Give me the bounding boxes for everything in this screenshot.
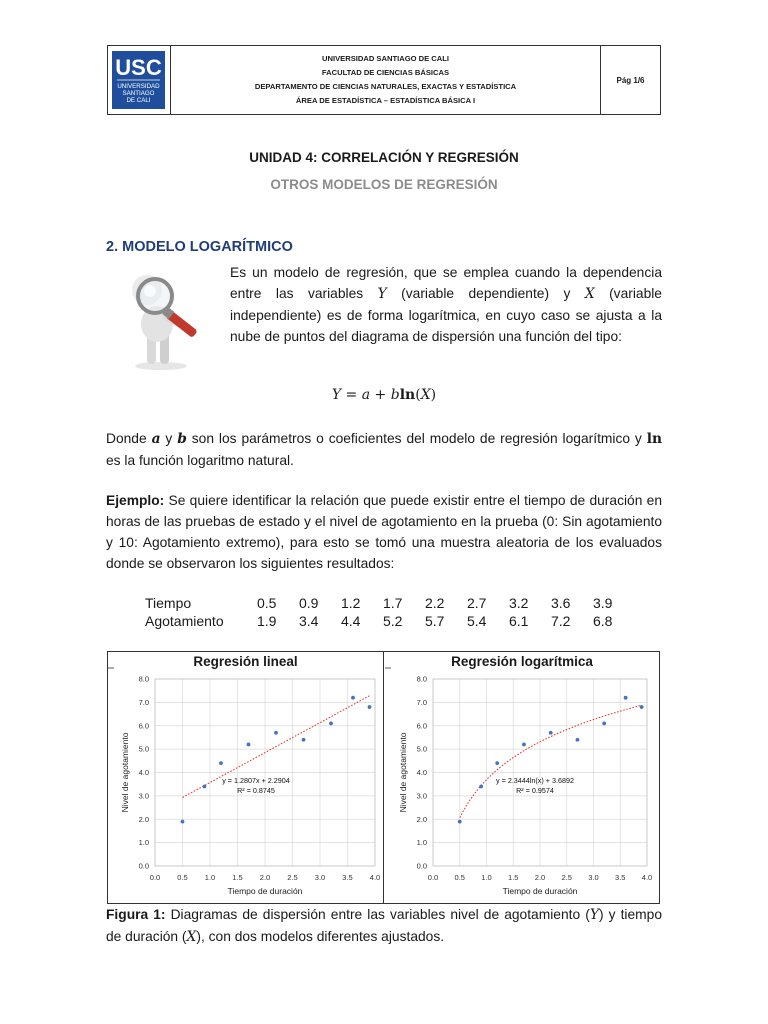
y-tick-label: 6.0 [416, 721, 427, 731]
formula-a: a [361, 387, 371, 403]
fit-equation: y = 2.3444ln(x) + 3.6892 [496, 776, 574, 785]
var-x: X [584, 286, 595, 302]
table-cell: 5.4 [467, 613, 487, 629]
unit-title: UNIDAD 4: CORRELACIÓN Y REGRESIÓN [249, 150, 519, 165]
logo-subtext-1: UNIVERSIDAD [117, 83, 160, 90]
y-tick-label: 8.0 [138, 674, 149, 684]
ln-symbol: ln [646, 431, 662, 447]
university-logo [108, 46, 171, 114]
data-point [181, 820, 185, 824]
y-tick-label: 2.0 [416, 814, 427, 824]
page-number: Pág 1/6 [600, 46, 660, 114]
x-tick-label: 1.5 [232, 873, 243, 882]
y-axis-label: Nivel de agotamiento [398, 732, 408, 813]
table-cell: 0.5 [257, 595, 277, 611]
caption-text-1: Diagramas de dispersión entre las variables nivel de agotamiento ( [165, 907, 590, 922]
data-point [302, 738, 306, 742]
intro-paragraph [230, 262, 662, 347]
intro-text-3: (variable independiente) es de forma logarítmica, en cuyo caso se ajusta a la nube de puntos del diagrama de dispersión una función del tipo: [230, 286, 662, 344]
x-tick-label: 0.5 [177, 873, 188, 882]
logo-subtext-2: SANTIAGO [122, 90, 155, 97]
x-tick-label: 2.0 [534, 873, 546, 882]
logo-text: USC [115, 55, 162, 80]
formula-plus: + [370, 387, 391, 403]
y-tick-label: 2.0 [138, 814, 149, 824]
example-label: Ejemplo: [106, 493, 165, 508]
params-text-1: Donde [106, 431, 152, 446]
data-point [602, 722, 606, 726]
table-cell: 3.9 [593, 595, 613, 611]
data-point [624, 696, 628, 700]
x-axis-label: Tiempo de duración [227, 886, 303, 896]
y-tick-label: 8.0 [416, 674, 427, 684]
x-tick-label: 2.0 [259, 873, 271, 882]
figure-caption [106, 904, 662, 948]
data-point [368, 705, 372, 709]
x-tick-label: 1.5 [508, 873, 519, 882]
table-cell: 4.4 [341, 613, 361, 629]
x-tick-label: 0.0 [149, 873, 161, 882]
y-tick-label: 3.0 [138, 791, 149, 801]
data-point [274, 731, 278, 735]
table-cell: 1.2 [341, 595, 361, 611]
section-title: 2. MODELO LOGARÍTMICO [106, 239, 293, 255]
caption-label: Figura 1: [106, 907, 166, 922]
table-cell: 2.7 [467, 595, 487, 611]
params-text-3: son los parámetros o coeficientes del modelo de regresión logarítmico y [186, 431, 647, 446]
param-b: b [177, 431, 187, 447]
table-cell: 1.7 [383, 595, 403, 611]
magnifying-glass-person-icon [117, 266, 217, 372]
data-point [640, 705, 644, 709]
y-tick-label: 6.0 [138, 721, 149, 731]
row-label-agotamiento: Agotamiento [145, 613, 224, 629]
table-row [145, 612, 635, 630]
y-tick-label: 1.0 [416, 838, 427, 848]
intro-text-1: Es un modelo de regresión, que se emplea cuando la dependencia entre las variables [230, 265, 662, 301]
r-squared: R² = 0.8745 [237, 786, 275, 795]
caption-var-x: X [186, 929, 197, 945]
parameters-paragraph [106, 428, 662, 471]
data-point [329, 722, 333, 726]
formula-x: X [420, 387, 431, 403]
formula-lhs: Y [331, 387, 342, 403]
params-text-4: es la función logaritmo natural. [106, 453, 294, 468]
table-row [145, 594, 635, 612]
params-text-2: y [160, 431, 178, 446]
header-line-university: UNIVERSIDAD SANTIAGO DE CALI [322, 54, 449, 63]
x-tick-label: 3.5 [615, 873, 626, 882]
table-cell: 3.2 [509, 595, 529, 611]
table-cell: 5.7 [425, 613, 445, 629]
trendline [460, 705, 642, 818]
example-paragraph [106, 490, 662, 574]
table-cell: 3.6 [551, 595, 571, 611]
formula-close: ) [430, 387, 437, 403]
y-tick-label: 5.0 [416, 744, 427, 754]
data-point [495, 761, 499, 765]
data-point [549, 731, 553, 735]
data-point [219, 761, 223, 765]
row-label-tiempo: Tiempo [145, 595, 192, 611]
x-tick-label: 2.5 [561, 873, 572, 882]
y-tick-label: 7.0 [138, 697, 149, 707]
figure-box [107, 651, 660, 904]
data-table [145, 594, 635, 630]
subtitle: OTROS MODELOS DE REGRESIÓN [270, 177, 498, 192]
table-cell: 3.4 [299, 613, 319, 629]
y-tick-label: 4.0 [138, 768, 149, 777]
x-tick-label: 2.5 [287, 873, 298, 882]
intro-text-2: (variable dependiente) y [386, 286, 585, 301]
formula-eq: = [341, 387, 362, 403]
y-axis-label: Nivel de agotamiento [120, 732, 130, 813]
x-tick-label: 3.0 [314, 873, 326, 882]
page-header [107, 45, 661, 115]
x-tick-label: 4.0 [369, 873, 381, 882]
table-cell: 5.2 [383, 613, 403, 629]
x-tick-label: 4.0 [641, 873, 653, 882]
data-point [522, 743, 526, 747]
y-tick-label: 7.0 [416, 697, 427, 707]
caption-text-3: ), con dos modelos diferentes ajustados. [196, 929, 445, 944]
table-cell: 2.2 [425, 595, 445, 611]
table-cell: 7.2 [551, 613, 571, 629]
x-tick-label: 1.0 [481, 873, 492, 882]
log-regression-chart [385, 652, 659, 903]
y-tick-label: 3.0 [416, 791, 427, 801]
x-tick-label: 1.0 [204, 873, 216, 882]
x-tick-label: 0.0 [427, 873, 439, 882]
param-a: a [151, 431, 161, 447]
data-point [203, 785, 207, 789]
var-y: Y [377, 286, 387, 302]
data-point [351, 696, 355, 700]
figure-divider [383, 652, 384, 903]
x-tick-label: 3.5 [342, 873, 353, 882]
y-tick-label: 5.0 [138, 744, 149, 754]
logo-subtext-3: DE CALI [126, 97, 151, 104]
formula-ln: ln [399, 387, 416, 403]
caption-var-y: Y [589, 907, 599, 923]
header-line-area: ÁREA DE ESTADÍSTICA – ESTADÍSTICA BÁSICA I [295, 96, 476, 105]
header-institution-lines [171, 46, 600, 114]
y-tick-label: 1.0 [138, 838, 149, 848]
header-line-department: DEPARTAMENTO DE CIENCIAS NATURALES, EXACTAS Y ESTADÍSTICA [254, 82, 517, 91]
table-cell: 1.9 [257, 613, 277, 629]
data-point [576, 738, 580, 742]
table-cell: 0.9 [299, 595, 319, 611]
example-text: Se quiere identificar la relación que puede existir entre el tiempo de duración en horas de las pruebas de estado y el nivel de agotamiento en la prueba (0: Sin agotamiento y 10: Agotamiento extremo), para esto se tomó una muestra aleatoria de los evaluados donde se observaron los siguientes resultados: [106, 493, 662, 571]
x-axis-label: Tiempo de duración [502, 886, 578, 896]
formula-b: b [390, 387, 400, 403]
chart-title: Regresión lineal [193, 654, 298, 669]
r-squared: R² = 0.9574 [516, 786, 554, 795]
fit-equation: y = 1.2807x + 2.2904 [222, 776, 290, 785]
caption-text-2: ) y tiempo de duración ( [106, 907, 663, 944]
y-tick-label: 0.0 [138, 861, 149, 871]
header-line-faculty: FACULTAD DE CIENCIAS BÁSICAS [321, 68, 450, 77]
data-point [247, 743, 251, 747]
formula-open: ( [415, 387, 421, 403]
linear-regression-chart [108, 652, 383, 903]
y-tick-label: 0.0 [416, 861, 427, 871]
table-cell: 6.1 [509, 613, 529, 629]
x-tick-label: 3.0 [588, 873, 599, 882]
table-cell: 6.8 [593, 613, 613, 629]
chart-title: Regresión logarítmica [451, 654, 593, 669]
data-point [458, 820, 462, 824]
log-model-formula [0, 387, 768, 403]
y-tick-label: 4.0 [416, 768, 427, 777]
data-point [479, 785, 483, 789]
x-tick-label: 0.5 [454, 873, 465, 882]
